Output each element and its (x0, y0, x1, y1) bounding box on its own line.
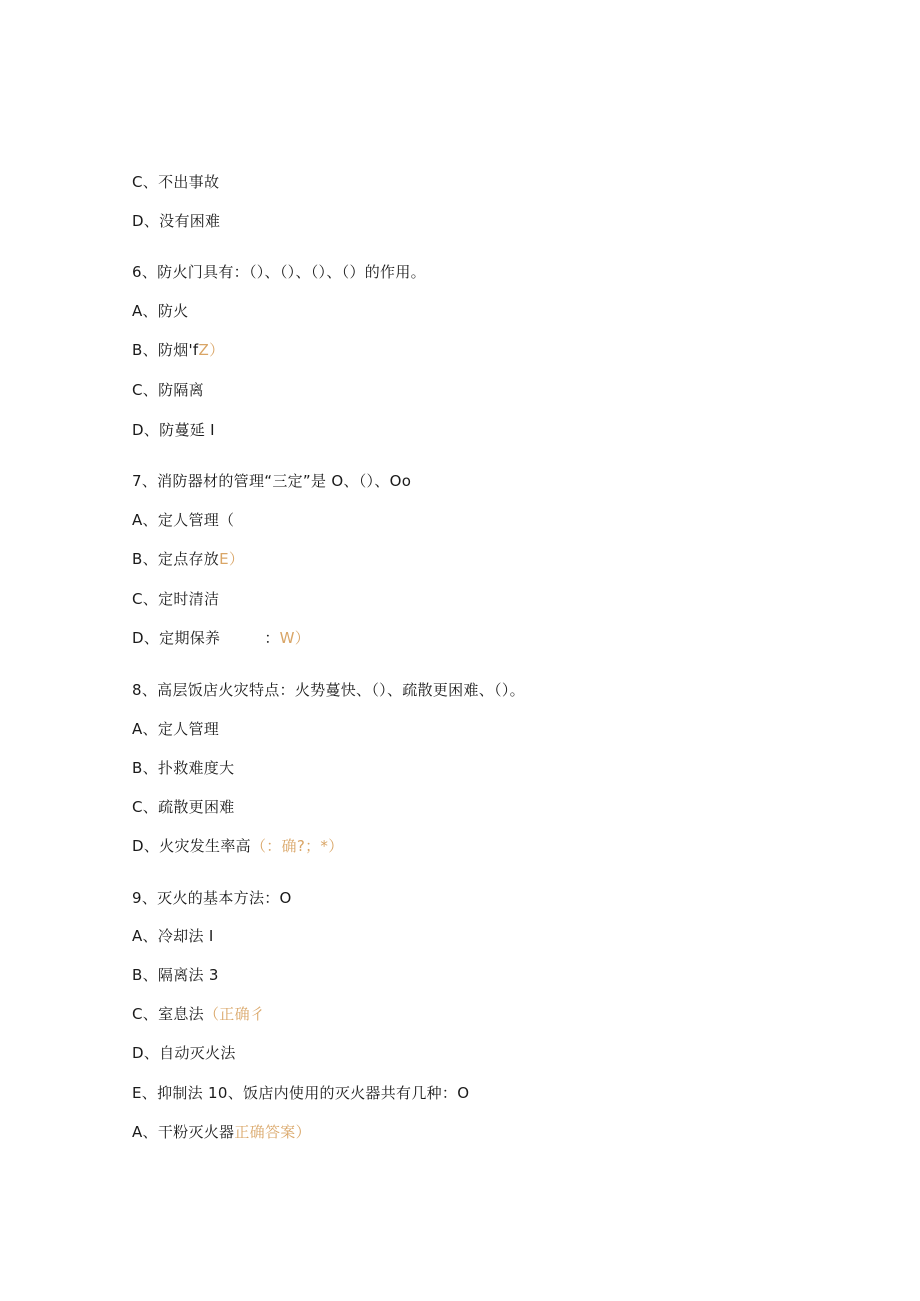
question-7: 7、消防器材的管理“三定”是 O、（）、Oo (132, 472, 412, 490)
answer-mark: E） (219, 550, 245, 568)
option-q8-b: B、扑救难度大 (132, 759, 235, 777)
option-q7-c: C、定时清洁 (132, 590, 220, 608)
option-q10-a: A、干粉灭火器正确答案） (132, 1123, 311, 1141)
option-q5-d: D、没有困难 (132, 212, 221, 230)
option-q6-a: A、防火 (132, 302, 189, 320)
answer-mark: （正确彳 (203, 1005, 266, 1023)
answer-mark: Z） (198, 341, 225, 359)
option-q6-d: D、防蔓延 I (132, 421, 215, 439)
option-q5-c: C、不出事故 (132, 173, 220, 191)
option-q9-b: B、隔离法 3 (132, 966, 219, 984)
option-q6-b: B、防烟'fZ） (132, 341, 225, 359)
question-8: 8、高层饭店火灾特点：火势蔓快、（）、疏散更困难、（）。 (132, 681, 525, 699)
question-6: 6、防火门具有：（）、（）、（）、（）的作用。 (132, 263, 426, 281)
option-q8-d: D、火灾发生率高（：确?；*） (132, 837, 344, 855)
option-q9-c: C、室息法（正确彳 (132, 1005, 266, 1023)
answer-mark: 正确答案） (234, 1123, 311, 1141)
option-q6-c: C、防隔离 (132, 381, 204, 399)
question-9: 9、灭火的基本方法：O (132, 889, 292, 907)
option-q7-d: D、定期保养 ：W） (132, 629, 311, 647)
option-q7-b: B、定点存放E） (132, 550, 245, 568)
option-q7-a: A、定人管理（ (132, 511, 235, 529)
answer-mark: W） (279, 629, 311, 647)
option-q9-d: D、自动灭火法 (132, 1044, 236, 1062)
option-q9-e-question-10: E、抑制法 10、饭店内使用的灭火器共有几种：O (132, 1084, 470, 1102)
answer-mark: （：确?；*） (250, 837, 344, 855)
option-q9-a: A、冷却法 I (132, 927, 214, 945)
option-q8-a: A、定人管理 (132, 720, 220, 738)
option-q8-c: C、疏散更困难 (132, 798, 235, 816)
